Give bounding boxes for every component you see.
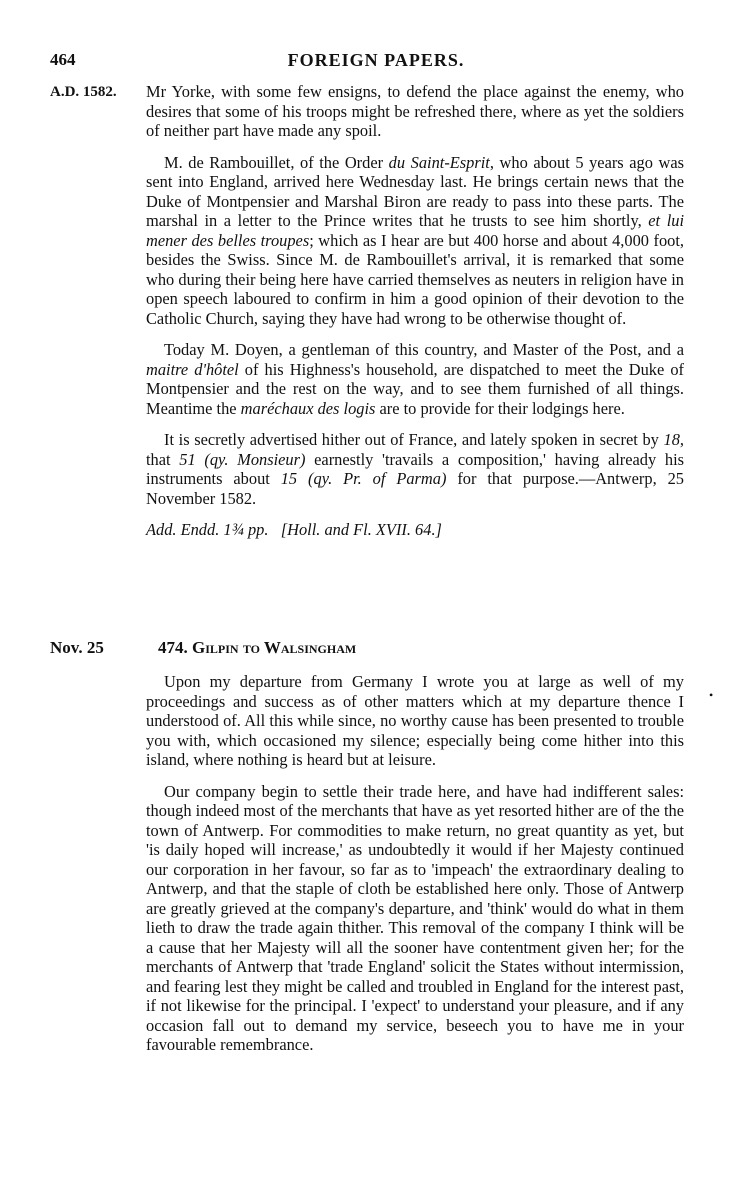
entry-title: 474. Gilpin to Walsingham xyxy=(158,638,357,657)
document-body xyxy=(146,82,684,552)
paragraph-continuation: Mr Yorke, with some few ensigns, to defend the place against the enemy, who desires that some of his troops might be refreshed there, where as yet the soldiers of neither part have made any spoil. xyxy=(146,82,684,140)
paragraph-doyen: Today M. Doyen, a gentleman of this country, and Master of the Post, and a maitre d'hôtel of his Highness's household, are dispatched to meet the Duke of Montpensier and the rest on the way, and to see them furnished of all things. Meantime the maréchaux des logis are to provide for their lodgings here. xyxy=(146,340,684,418)
page-header xyxy=(50,50,702,74)
source-reference: Add. Endd. 1¾ pp. [Holl. and Fl. XVII. 64.] xyxy=(146,520,442,539)
page-number: 464 xyxy=(50,50,76,69)
paragraph-secret: It is secretly advertised hither out of France, and lately spoken in secret by 18, that 51 (qy. Monsieur) earnestly 'travails a composition,' having already his instruments about 15 (qy. Pr. of Parma) for that purpose.—Antwerp, 25 November 1582. xyxy=(146,430,684,508)
margin-year: A.D. 1582. xyxy=(50,84,117,100)
letter-body xyxy=(146,672,684,1067)
stray-mark: • xyxy=(709,688,714,702)
paragraph-rambouillet: M. de Rambouillet, of the Order du Saint-Esprit, who about 5 years ago was sent into England, arrived here Wednesday last. He brings certain news that the Duke of Montpensier and Marshal Biron are ready to pass into these parts. The marshal in a letter to the Prince writes that he trusts to see him shortly, et lui mener des belles troupes; which as I hear are but 400 horse and about 4,000 foot, besides the Swiss. Since M. de Rambouillet's arrival, it is remarked that some who during their being here have carried themselves as neuters in religion have in open speech laboured to confirm in him a good opinion of their devotion to the Catholic Church, saying they have had wrong to be otherwise thought of. xyxy=(146,152,685,328)
entry-date: Nov. 25 xyxy=(50,638,104,657)
letter-paragraph-2: Our company begin to settle their trade here, and have had indifferent sales: though indeed most of the merchants that have as yet resorted hither are of the the town of Antwerp. For commodities to make return, no great quantity as yet, but 'is daily hoped will increase,' as undoubtedly it would if her Majesty continued our corporation in her favour, so far as to 'impeach' the extraordinary dealing to Antwerp, and that the staple of cloth be established here only. Those of Antwerp are greatly grieved at the company's departure, and 'think' would do what in them lieth to draw the trade again thither. This removal of the company I think will be a cause that her Majesty will all the sooner have contentment given her; for the merchants of Antwerp that 'trade England' solicit the States without intermission, and fearing lest they might be called and troubled in England for the interest past, if not likewise for the principal. I 'expect' to understand your pleasure, and if any occasion fall out to demand my service, beseech you to have me in your favourable remembrance. xyxy=(146,781,684,1054)
entry-heading xyxy=(50,638,702,662)
running-title: FOREIGN PAPERS. xyxy=(287,50,465,70)
letter-paragraph-1: Upon my departure from Germany I wrote you at large as well of my proceedings and success as of other matters which at my departure thence I understood of. All this while since, no worthy cause has been presented to trouble you with, which occasioned my silence; especially being come hither into this island, where nothing is heard but at leisure. xyxy=(146,672,684,769)
